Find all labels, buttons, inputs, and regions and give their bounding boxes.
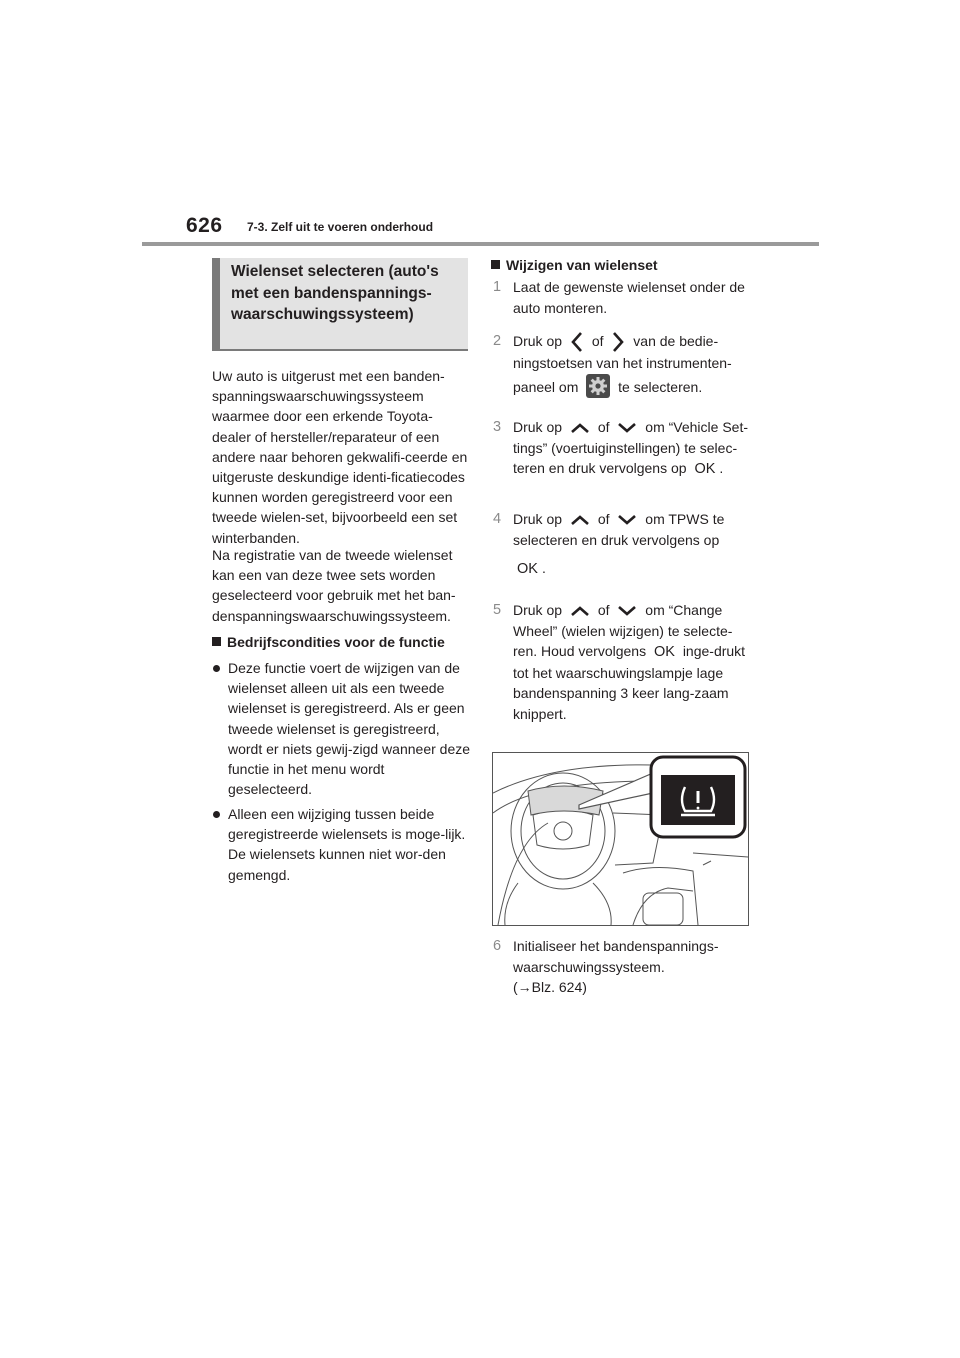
square-bullet-icon <box>491 260 500 269</box>
square-bullet-icon <box>212 637 221 646</box>
ok-button-icon: OK <box>653 644 675 660</box>
condition-bullet-text: Alleen een wijziging tussen beide geregistreerde wielensets is moge-lijk. De wielensets kunnen niet wor-den gemengd. <box>228 806 466 883</box>
conditions-heading-text: Bedrijfscondities voor de functie <box>227 634 445 650</box>
ok-button-icon: OK <box>517 561 538 577</box>
change-heading <box>491 255 658 275</box>
step-number: 4 <box>493 511 502 527</box>
step-text: inge-drukt tot het waarschuwingslampje lage bandenspanning 3 keer lang-zaam knippert. <box>513 643 746 722</box>
step-text: of <box>597 602 610 618</box>
step-text: of <box>597 419 610 435</box>
condition-bullet <box>212 658 470 799</box>
step-number: 2 <box>493 333 502 349</box>
step-text: . <box>541 560 546 576</box>
step-4 <box>493 509 753 580</box>
change-heading-text: Wijzigen van wielenset <box>506 257 658 273</box>
bullet-dot-icon <box>213 811 220 818</box>
step-text: Druk op <box>513 419 563 435</box>
chevron-up-icon <box>570 422 590 434</box>
ok-button-icon: OK <box>694 461 716 477</box>
chevron-down-icon <box>617 605 637 617</box>
header-rule <box>142 242 819 246</box>
section-title: 7-3. Zelf uit te voeren onderhoud <box>247 220 434 234</box>
step-text: of <box>591 333 604 349</box>
page-number: 626 <box>186 214 223 237</box>
second-paragraph: Na registratie van de tweede wielenset kan een van deze twee sets worden geselecteerd voor gebruik met het ban-denspanningswaarschuwingssysteem. <box>212 547 456 624</box>
step-number: 5 <box>493 602 502 618</box>
step-number: 1 <box>493 279 502 295</box>
step-2 <box>493 331 753 398</box>
intro-paragraph: Uw auto is uitgerust met een banden-spanningswaarschuwingssysteem waarmee door een erkende Toyota-dealer of hersteller/reparateur of een andere naar behoren gekwalifi-ceerde en uitgeruste deskundige identi-ficatiecodes kunnen worden geregistreerd voor een tweede wielen-set, bijvoorbeeld een set winterbanden. <box>212 368 468 546</box>
step-text: Druk op <box>513 333 563 349</box>
section-title-box <box>212 258 468 351</box>
chevron-up-icon <box>570 514 590 526</box>
conditions-heading <box>212 632 445 652</box>
chevron-left-icon <box>570 331 584 353</box>
step-text: Druk op <box>513 511 563 527</box>
step-text: Initialiseer het bandenspannings-waarschuwingssysteem. <box>513 938 719 975</box>
step-text: Laat de gewenste wielenset onder de auto monteren. <box>513 279 745 316</box>
step-text: of <box>597 511 610 527</box>
dashboard-drawing <box>493 753 748 925</box>
title-box-text: Wielenset selecteren (auto's met een bandenspannings-waarschuwingssysteem) <box>231 263 439 323</box>
step-3 <box>493 417 753 480</box>
chevron-down-icon <box>617 514 637 526</box>
step-text: om TPWS te selecteren en druk vervolgens op <box>513 511 725 548</box>
gear-icon <box>586 374 610 398</box>
step-1 <box>493 277 753 318</box>
line-gap <box>513 550 753 558</box>
step-text: om “Vehicle Set-tings” (voertuiginstellingen) te selec-teren en druk vervolgens op <box>513 419 748 476</box>
step-text: te selecteren. <box>618 378 703 395</box>
step-5 <box>493 600 753 724</box>
chevron-up-icon <box>570 605 590 617</box>
step-number: 3 <box>493 419 502 435</box>
page-reference: (→Blz. 624) <box>513 979 587 995</box>
step-text: Druk op <box>513 602 563 618</box>
dashboard-illustration <box>492 752 749 926</box>
chevron-right-icon <box>611 331 625 353</box>
condition-bullet <box>212 804 470 885</box>
chevron-down-icon <box>617 422 637 434</box>
step-text: om “Change Wheel” (wielen wijzigen) te selecte-ren. Houd vervolgens <box>513 602 733 659</box>
step-number: 6 <box>493 938 502 954</box>
step-6 <box>493 936 753 998</box>
step-text: . <box>719 460 724 476</box>
condition-bullet-text: Deze functie voert de wijzigen van de wielenset alleen uit als een tweede wielenset is geregistreerd. Als er geen tweede wielenset is geregistreerd, wordt er niets gewij-zigd wanneer deze functie in het menu wordt geselecteerd. <box>228 660 471 798</box>
step-text: van de bedie-ningstoetsen van het instrumenten-paneel om <box>513 333 732 395</box>
bullet-dot-icon <box>213 665 220 672</box>
